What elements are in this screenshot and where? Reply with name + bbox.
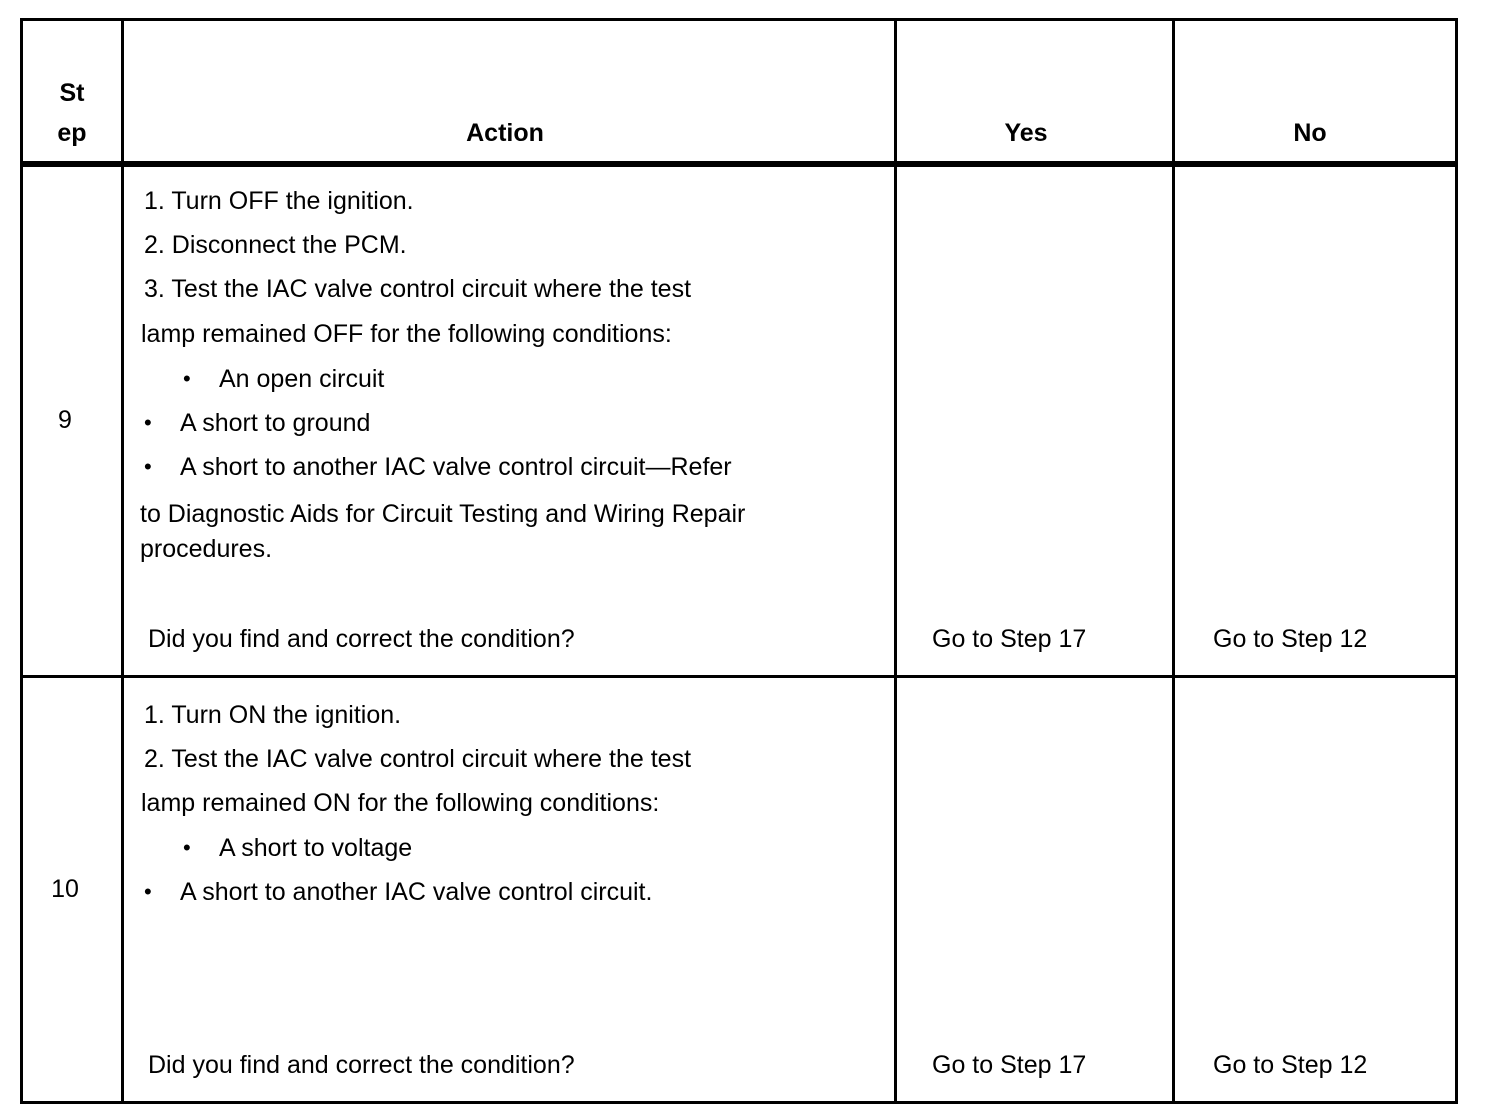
bullet-icon: • — [144, 879, 152, 904]
bullet-icon: • — [183, 366, 191, 391]
question: Did you find and correct the condition? — [148, 625, 575, 653]
action-line: A short to another IAC valve control circuit—Refer — [180, 453, 732, 481]
row-divider — [20, 675, 1458, 678]
header-no: No — [1293, 119, 1327, 147]
table-border-left — [20, 18, 23, 1104]
step-number: 10 — [51, 875, 79, 903]
no-result: Go to Step 12 — [1213, 1051, 1368, 1079]
table-border-top — [20, 18, 1458, 21]
procedure-table — [20, 18, 1458, 1104]
header-step-line2: ep — [57, 119, 87, 147]
question: Did you find and correct the condition? — [148, 1051, 575, 1079]
header-divider — [20, 161, 1458, 167]
header-step-line1: St — [59, 79, 85, 107]
action-line: An open circuit — [219, 365, 385, 393]
action-line: lamp remained ON for the following conditions: — [141, 789, 660, 817]
bullet-icon: • — [144, 454, 152, 479]
action-line: 2. Test the IAC valve control circuit where the test — [144, 745, 692, 773]
action-line: A short to voltage — [219, 834, 413, 862]
step-number: 9 — [58, 406, 72, 434]
action-line: 3. Test the IAC valve control circuit where the test — [144, 275, 692, 303]
action-line: lamp remained OFF for the following conditions: — [141, 320, 672, 348]
column-divider-yes — [1172, 18, 1175, 1104]
bullet-icon: • — [144, 410, 152, 435]
action-line: 1. Turn OFF the ignition. — [144, 187, 414, 215]
table-border-right — [1455, 18, 1458, 1104]
yes-result: Go to Step 17 — [932, 625, 1087, 653]
table-border-bottom — [20, 1101, 1458, 1104]
action-line: to Diagnostic Aids for Circuit Testing and Wiring Repair — [140, 500, 746, 528]
yes-result: Go to Step 17 — [932, 1051, 1087, 1079]
no-result: Go to Step 12 — [1213, 625, 1368, 653]
column-divider-action — [894, 18, 897, 1104]
header-yes: Yes — [1004, 119, 1048, 147]
column-divider-step — [121, 18, 124, 1104]
action-line: 2. Disconnect the PCM. — [144, 231, 407, 259]
action-line: procedures. — [140, 535, 273, 563]
action-line: A short to another IAC valve control circuit. — [180, 878, 653, 906]
bullet-icon: • — [183, 835, 191, 860]
action-line: A short to ground — [180, 409, 371, 437]
header-action: Action — [466, 119, 544, 147]
action-line: 1. Turn ON the ignition. — [144, 701, 402, 729]
